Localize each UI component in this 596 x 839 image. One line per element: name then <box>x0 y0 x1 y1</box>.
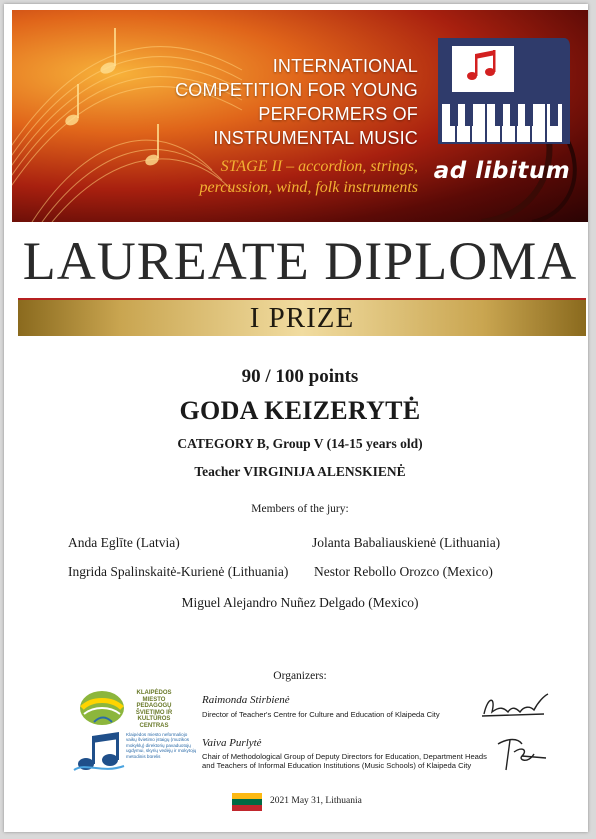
stage-line: STAGE II – accordion, strings, <box>220 158 418 175</box>
stage-line: percussion, wind, folk instruments <box>199 179 418 196</box>
competition-banner <box>12 10 588 222</box>
prize-label: I PRIZE <box>249 302 355 334</box>
music-schools-group-logo-text: Klaipėdos miesto neformaliojo vaikų švietimo įstaigų (muzikos mokyklų) direktorių pavaduotojų ugdymui, skyrių vedėjų ir mokytojų metodinis būrelis <box>126 732 197 759</box>
jury-member: Nestor Rebollo Orozco (Mexico) <box>314 564 493 579</box>
score: 90 / 100 points <box>241 366 359 387</box>
jury-member: Miguel Alejandro Nuñez Delgado (Mexico) <box>181 595 419 610</box>
teachers-centre-logo-icon <box>78 688 128 728</box>
organizers-heading: Organizers: <box>273 670 327 682</box>
flag-stripe-red <box>232 805 262 811</box>
title-line: INTERNATIONAL <box>272 56 418 76</box>
brand-logo-text: ad libitum <box>433 158 571 184</box>
category: CATEGORY B, Group V (14-15 years old) <box>177 436 423 451</box>
signatory-name: Vaiva Purlytė <box>202 737 262 749</box>
title-line: INSTRUMENTAL MUSIC <box>213 128 418 148</box>
music-schools-group-logo-icon <box>72 730 126 774</box>
jury-member: Jolanta Babaliauskienė (Lithuania) <box>312 535 501 550</box>
piano-logo-icon <box>432 32 572 152</box>
jury-member: Anda Eglīte (Latvia) <box>68 535 180 550</box>
competition-title <box>142 54 418 150</box>
title-line: PERFORMERS OF <box>258 104 418 124</box>
lithuania-flag-icon <box>232 793 262 811</box>
title-line: COMPETITION FOR YOUNG <box>175 80 418 100</box>
signature-2 <box>488 734 550 774</box>
diploma-page <box>4 4 588 832</box>
jury-member: Ingrida Spalinskaitė-Kurienė (Lithuania) <box>68 564 289 579</box>
jury-heading: Members of the jury: <box>251 503 349 515</box>
diploma-title: LAUREATE DIPLOMA <box>22 231 578 291</box>
competition-stage <box>162 156 418 198</box>
signatory-role: Director of Teacher's Centre for Culture and Education of Klaipeda City <box>202 710 440 719</box>
teacher: Teacher VIRGINIJA ALENSKIENĖ <box>194 464 406 479</box>
issue-date: 2021 May 31, Lithuania <box>270 796 362 806</box>
teachers-centre-logo-text: KLAIPĖDOS MIESTO PEDAGOGŲ ŠVIETIMO IR KULTŪROS CENTRAS <box>135 690 173 729</box>
signatory-name: Raimonda Stirbienė <box>202 694 290 706</box>
laureate-name: GODA KEIZERYTĖ <box>179 396 421 425</box>
signatory-role: Chair of Methodological Group of Deputy Directors for Education, Department Heads and Teachers of Informal Education Institutions (Music Schools) of Klaipeda City <box>202 752 487 770</box>
signature-1 <box>478 688 552 722</box>
